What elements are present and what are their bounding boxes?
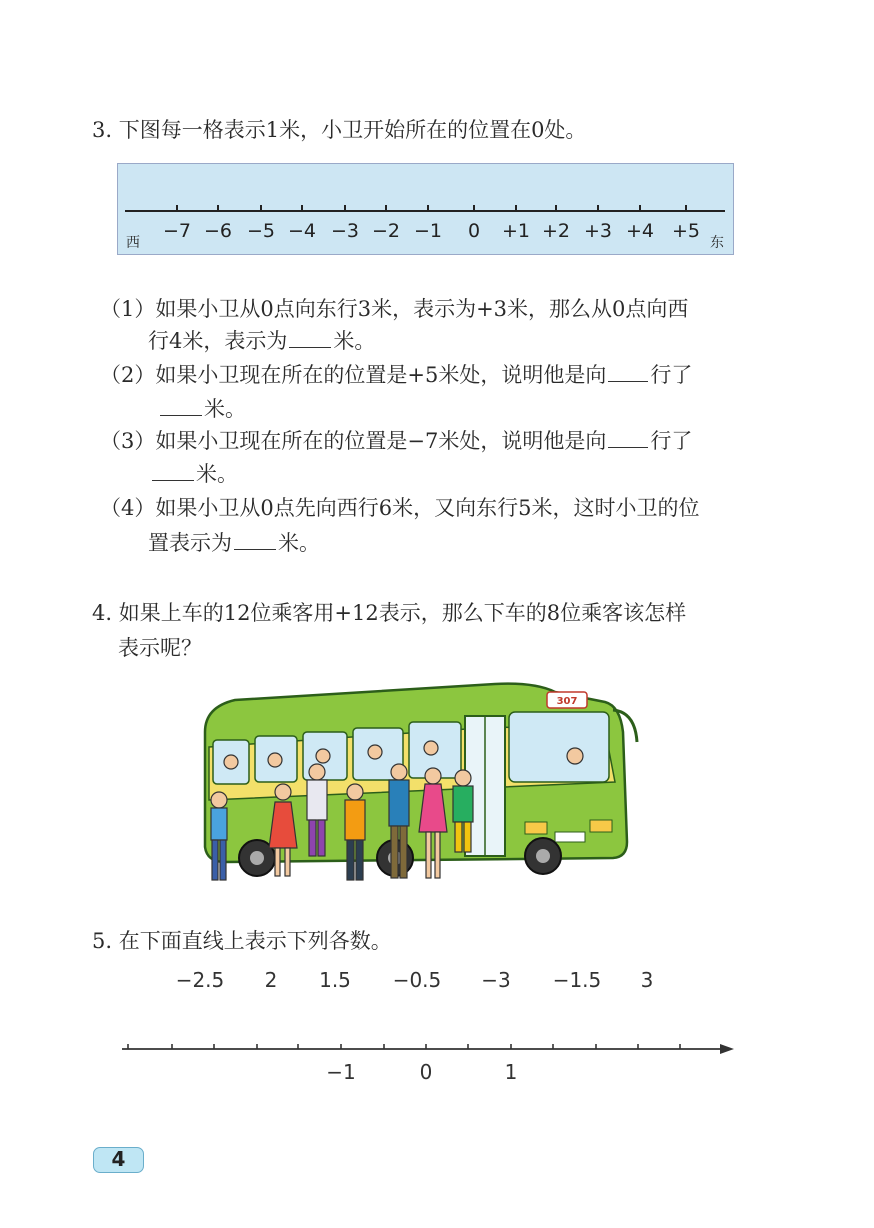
number-line-label: +2 <box>541 220 570 242</box>
question-3-title: 3. 下图每一格表示1米，小卫开始所在的位置在0处。 <box>92 118 587 142</box>
blank-number-line <box>118 1036 738 1060</box>
sub-question-4-text: 置表示为 <box>148 531 232 555</box>
axis-label: 0 <box>419 1060 433 1084</box>
answer-blank-1[interactable] <box>289 325 331 348</box>
number-to-place: 2 <box>264 968 278 992</box>
bus-illustration <box>195 672 655 894</box>
number-to-place: −2.5 <box>175 968 225 992</box>
number-line-label: −2 <box>371 220 400 242</box>
number-to-place: 1.5 <box>319 968 351 992</box>
number-to-place: −0.5 <box>392 968 442 992</box>
answer-blank-4[interactable] <box>234 527 276 550</box>
sub-question-2-line-1 <box>100 359 692 391</box>
question-5-title: 5. 在下面直线上表示下列各数。 <box>92 929 392 953</box>
number-to-place: −3 <box>481 968 511 992</box>
question-4-line-1: 4. 如果上车的12位乘客用+12表示，那么下车的8位乘客该怎样 <box>92 601 687 625</box>
east-label: 东 <box>710 235 724 251</box>
sub-question-3-suffix: 行了 <box>650 429 693 453</box>
sub-question-1-unit: 米。 <box>333 329 376 353</box>
sub-question-2-text: （2）如果小卫现在所在的位置是+5米处，说明他是向 <box>100 363 607 387</box>
sub-question-4-line-1: （4）如果小卫从0点先向西行6米，又向东行5米，这时小卫的位 <box>100 496 700 520</box>
sub-question-4-unit: 米。 <box>278 531 320 555</box>
sub-question-3-text: （3）如果小卫现在所在的位置是−7米处，说明他是向 <box>100 429 607 453</box>
answer-blank-3b[interactable] <box>152 458 194 481</box>
sub-question-3-unit: 米。 <box>196 462 238 486</box>
axis-label: 1 <box>504 1060 518 1084</box>
sub-question-2-line-2 <box>158 393 246 425</box>
number-line-label: −1 <box>413 220 442 242</box>
number-line-label: −3 <box>330 220 359 242</box>
number-to-place: −1.5 <box>552 968 602 992</box>
answer-blank-2b[interactable] <box>160 393 202 416</box>
number-line-label: +5 <box>671 220 700 242</box>
bus-route-number: 307 <box>556 696 578 707</box>
answer-blank-2a[interactable] <box>608 359 648 382</box>
number-line-label: +3 <box>583 220 612 242</box>
number-line-label: −4 <box>287 220 316 242</box>
number-line-label: 0 <box>467 220 481 242</box>
answer-blank-3a[interactable] <box>608 425 648 448</box>
sub-question-2-unit: 米。 <box>204 397 246 421</box>
sub-question-1-line-1: （1）如果小卫从0点向东行3米，表示为+3米，那么从0点向西 <box>100 297 689 321</box>
sub-question-1-line-2 <box>148 325 375 357</box>
axis-label: −1 <box>326 1060 356 1084</box>
sub-question-2-suffix: 行了 <box>650 363 693 387</box>
number-line-label: −6 <box>203 220 232 242</box>
number-line-label: +1 <box>501 220 530 242</box>
page-number: 4 <box>93 1147 144 1173</box>
number-line-label: +4 <box>625 220 654 242</box>
sub-question-3-line-2 <box>150 458 238 490</box>
number-line-label: −5 <box>246 220 275 242</box>
west-label: 西 <box>126 235 140 251</box>
sub-question-4-line-2 <box>148 527 320 559</box>
sub-question-3-line-1 <box>100 425 692 457</box>
number-to-place: 3 <box>640 968 654 992</box>
number-line-label: −7 <box>162 220 191 242</box>
sub-question-1-text: 行4米，表示为 <box>148 329 288 353</box>
question-4-line-2: 表示呢？ <box>118 636 202 660</box>
